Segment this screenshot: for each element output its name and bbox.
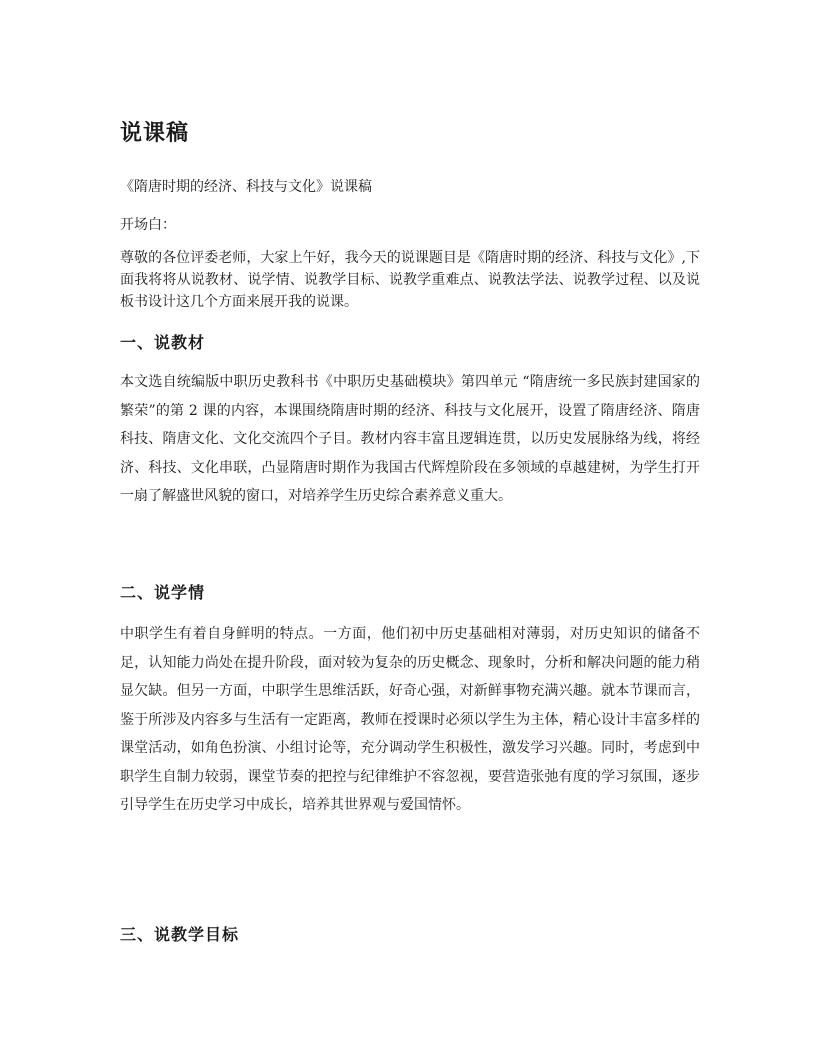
section-heading-textbook: 一、说教材 [120,333,206,352]
section-heading-teaching-goals: 三、说教学目标 [120,925,240,944]
section-body-students: 中职学生有着自身鲜明的特点。一方面，他们初中历史基础相对薄弱，对历史知识的储备不足，认知能力尚处在提升阶段，面对较为复杂的历史概念、现象时，分析和解决问题的能力稍显欠缺。但另一方面，中职学生思维活跃，好奇心强，对新鲜事物充满兴趣。就本节课而言，鉴于所涉及内容多与生活有一定距离，教师在授课时必须以学生为主体，精心设计丰富多样的课堂活动，如角色扮演、小组讨论等，充分调动学生积极性，激发学习兴趣。同时，考虑到中职学生自制力较弱，课堂节奏的把控与纪律维护不容忽视，要营造张弛有度的学习氛围，逐步引导学生在历史学习中成长，培养其世界观与爱国情怀。 [120,626,700,813]
section-heading-students: 二、说学情 [120,583,206,602]
opening-label: 开场白： [120,217,176,233]
lesson-subtitle: 《隋唐时期的经济、科技与文化》说课稿 [120,179,372,195]
section-body-textbook: 本文选自统编版中职历史教科书《中职历史基础模块》第四单元 “隋唐统一多民族封建国家的繁荣”的第 2 课的内容，本课围绕隋唐时期的经济、科技与文化展开，设置了隋唐经济、隋唐科技、隋唐文化、文化交流四个子目。教材内容丰富且逻辑连贯，以历史发展脉络为线，将经济、科技、文化串联，凸显隋唐时期作为我国古代辉煌阶段在多领域的卓越建树，为学生打开一扇了解盛世风貌的窗口，对培养学生历史综合素养意义重大。 [120,374,700,504]
opening-paragraph: 尊敬的各位评委老师，大家上午好，我今天的说课题目是《隋唐时期的经济、科技与文化》,下面我将将从说教材、说学情、说教学目标、说教学重难点、说教法学法、说教学过程、以及说板书设计这几个方面来展开我的说课。 [120,250,700,310]
document-title: 说课稿 [120,121,190,146]
